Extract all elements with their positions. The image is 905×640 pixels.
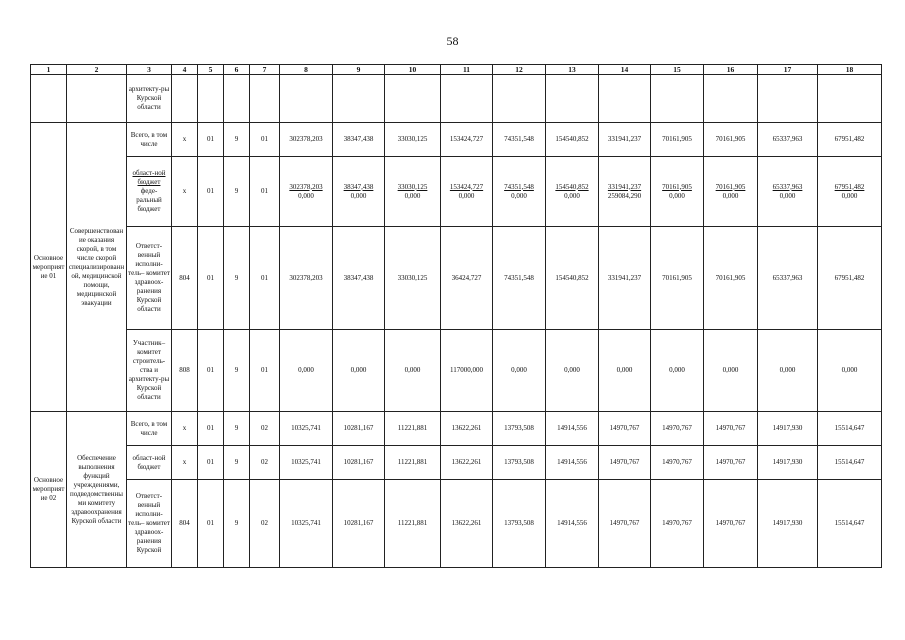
header-cell: 13 <box>546 65 599 75</box>
code-cell: 01 <box>250 330 280 412</box>
value-cell: 14917,930 <box>758 446 818 480</box>
value-cell: 14970,767 <box>651 480 704 568</box>
value-cell: 15514,647 <box>818 412 882 446</box>
value-cell: 153424,727 <box>441 123 493 157</box>
value-cell: 10281,167 <box>333 412 385 446</box>
code-cell: 9 <box>224 446 250 480</box>
value-cell: 13793,508 <box>493 412 546 446</box>
value-cell: 117000,000 <box>441 330 493 412</box>
code-cell: 01 <box>198 157 224 227</box>
code-cell: 01 <box>198 227 224 330</box>
code-cell: 01 <box>250 227 280 330</box>
value-cell: 153424,727 0,000 <box>441 157 493 227</box>
code-cell: 01 <box>198 480 224 568</box>
value-cell: 70161,905 <box>651 227 704 330</box>
value-cell: 67951,482 <box>818 227 882 330</box>
code-cell: 02 <box>250 480 280 568</box>
value-cell: 65337,963 <box>758 227 818 330</box>
value-cell: 154540,852 <box>546 123 599 157</box>
code-cell: 9 <box>224 480 250 568</box>
value-cell: 0,000 <box>385 330 441 412</box>
code-cell: x <box>172 157 198 227</box>
code-cell: 01 <box>198 446 224 480</box>
code-cell: 808 <box>172 330 198 412</box>
value-cell: 14914,556 <box>546 446 599 480</box>
value-cell: 0,000 <box>704 330 758 412</box>
header-cell: 15 <box>651 65 704 75</box>
value-cell: 0,000 <box>333 330 385 412</box>
source-cell: архитекту-ры Курской области <box>127 75 172 123</box>
value-cell: 38347,438 <box>333 227 385 330</box>
code-cell: 804 <box>172 480 198 568</box>
page-number: 58 <box>446 34 459 48</box>
value-cell: 0,000 <box>599 330 651 412</box>
value-cell: 13793,508 <box>493 446 546 480</box>
header-cell: 9 <box>333 65 385 75</box>
value-cell: 14970,767 <box>704 412 758 446</box>
value-cell: 10281,167 <box>333 480 385 568</box>
value-cell: 70161,905 0,000 <box>651 157 704 227</box>
source-cell: Участник– комитет строитель-ства и архитекту-ры Курской области <box>127 330 172 412</box>
value-cell: 14914,556 <box>546 480 599 568</box>
value-cell: 13622,261 <box>441 412 493 446</box>
code-cell: 9 <box>224 412 250 446</box>
value-cell: 14917,930 <box>758 480 818 568</box>
budget-table <box>30 64 882 568</box>
source-bottom: феде-ральный бюджет <box>136 187 162 213</box>
value-cell: 13793,508 <box>493 480 546 568</box>
header-cell: 3 <box>127 65 172 75</box>
value-cell: 11221,881 <box>385 446 441 480</box>
value-cell: 67951,482 <box>818 123 882 157</box>
value-cell: 38347,438 <box>333 123 385 157</box>
value-cell: 0,000 <box>280 330 333 412</box>
activity-cell: Основное мероприятие 02 <box>31 412 67 568</box>
source-cell <box>127 157 172 227</box>
value-cell: 0,000 <box>651 330 704 412</box>
table-row <box>31 123 882 157</box>
header-cell: 7 <box>250 65 280 75</box>
value-cell: 0,000 <box>546 330 599 412</box>
value-cell: 15514,647 <box>818 480 882 568</box>
header-cell: 16 <box>704 65 758 75</box>
table-row <box>31 75 882 123</box>
value-cell: 33030,125 0,000 <box>385 157 441 227</box>
header-cell: 17 <box>758 65 818 75</box>
code-cell: 01 <box>198 123 224 157</box>
header-row <box>31 65 882 75</box>
value-cell: 10325,741 <box>280 412 333 446</box>
source-cell: Всего, в том числе <box>127 412 172 446</box>
code-cell: x <box>172 123 198 157</box>
value-cell: 302378,203 <box>280 227 333 330</box>
table-row <box>31 412 882 446</box>
table-row <box>31 480 882 568</box>
value-cell: 11221,881 <box>385 480 441 568</box>
value-cell: 302378,203 <box>280 123 333 157</box>
header-cell: 10 <box>385 65 441 75</box>
table-row <box>31 157 882 227</box>
table-row <box>31 446 882 480</box>
value-cell: 14970,767 <box>704 446 758 480</box>
value-cell: 74351,548 0,000 <box>493 157 546 227</box>
header-cell: 8 <box>280 65 333 75</box>
value-cell: 70161,905 <box>704 123 758 157</box>
header-cell: 2 <box>67 65 127 75</box>
value-cell: 38347,438 0,000 <box>333 157 385 227</box>
code-cell: 01 <box>250 157 280 227</box>
value-cell: 67951,482 0,000 <box>818 157 882 227</box>
code-cell: 02 <box>250 412 280 446</box>
value-cell: 331941,237 <box>599 123 651 157</box>
source-cell: Ответст-венный исполни-тель– комитет здравоох-ранения Курской <box>127 480 172 568</box>
code-cell: x <box>172 412 198 446</box>
activity-description: Обеспечение выполнения функций учреждениями, подведомственными комитету здравоохранения Курской области <box>67 412 127 568</box>
value-cell: 14917,930 <box>758 412 818 446</box>
value-cell: 74351,548 <box>493 227 546 330</box>
source-cell: Ответст-венный исполни-тель– комитет здравоох-ранения Курской области <box>127 227 172 330</box>
value-cell: 70161,905 <box>704 227 758 330</box>
code-cell: 02 <box>250 446 280 480</box>
value-cell: 10325,741 <box>280 446 333 480</box>
code-cell: 01 <box>198 412 224 446</box>
value-cell: 14970,767 <box>599 446 651 480</box>
value-cell: 14914,556 <box>546 412 599 446</box>
code-cell: x <box>172 446 198 480</box>
value-cell: 10281,167 <box>333 446 385 480</box>
value-cell: 14970,767 <box>651 446 704 480</box>
value-cell: 65337,963 0,000 <box>758 157 818 227</box>
code-cell: 804 <box>172 227 198 330</box>
header-cell: 4 <box>172 65 198 75</box>
value-cell: 0,000 <box>818 330 882 412</box>
table-row <box>31 330 882 412</box>
value-cell: 13622,261 <box>441 446 493 480</box>
value-cell: 36424,727 <box>441 227 493 330</box>
activity-cell: Основное мероприятие 01 <box>31 123 67 412</box>
header-cell: 5 <box>198 65 224 75</box>
header-cell: 6 <box>224 65 250 75</box>
value-cell: 154540,852 0,000 <box>546 157 599 227</box>
code-cell: 9 <box>224 123 250 157</box>
value-cell: 70161,905 0,000 <box>704 157 758 227</box>
value-cell: 331941,237 <box>599 227 651 330</box>
value-cell: 70161,905 <box>651 123 704 157</box>
value-cell: 13622,261 <box>441 480 493 568</box>
value-cell: 14970,767 <box>599 412 651 446</box>
source-cell: Всего, в том числе <box>127 123 172 157</box>
code-cell: 9 <box>224 157 250 227</box>
header-cell: 14 <box>599 65 651 75</box>
value-cell: 154540,852 <box>546 227 599 330</box>
header-cell: 12 <box>493 65 546 75</box>
activity-description: Совершенствование оказания скорой, в том числе скорой специализированной, медицинской помощи, медицинской эвакуации <box>67 123 127 412</box>
value-cell: 65337,963 <box>758 123 818 157</box>
source-top: област-ной бюджет <box>132 169 166 186</box>
value-cell: 302378,203 0,000 <box>280 157 333 227</box>
table-row <box>31 227 882 330</box>
value-cell: 33030,125 <box>385 227 441 330</box>
code-cell: 01 <box>198 330 224 412</box>
value-cell: 15514,647 <box>818 446 882 480</box>
value-cell: 14970,767 <box>651 412 704 446</box>
value-cell: 0,000 <box>758 330 818 412</box>
header-cell: 18 <box>818 65 882 75</box>
source-cell: област-ной бюджет <box>127 446 172 480</box>
value-cell: 331941,237 259084,290 <box>599 157 651 227</box>
header-cell: 11 <box>441 65 493 75</box>
code-cell: 01 <box>250 123 280 157</box>
value-cell: 14970,767 <box>599 480 651 568</box>
value-cell: 11221,881 <box>385 412 441 446</box>
value-cell: 10325,741 <box>280 480 333 568</box>
value-cell: 0,000 <box>493 330 546 412</box>
code-cell: 9 <box>224 227 250 330</box>
header-cell: 1 <box>31 65 67 75</box>
value-cell: 74351,548 <box>493 123 546 157</box>
code-cell: 9 <box>224 330 250 412</box>
value-cell: 33030,125 <box>385 123 441 157</box>
value-cell: 14970,767 <box>704 480 758 568</box>
